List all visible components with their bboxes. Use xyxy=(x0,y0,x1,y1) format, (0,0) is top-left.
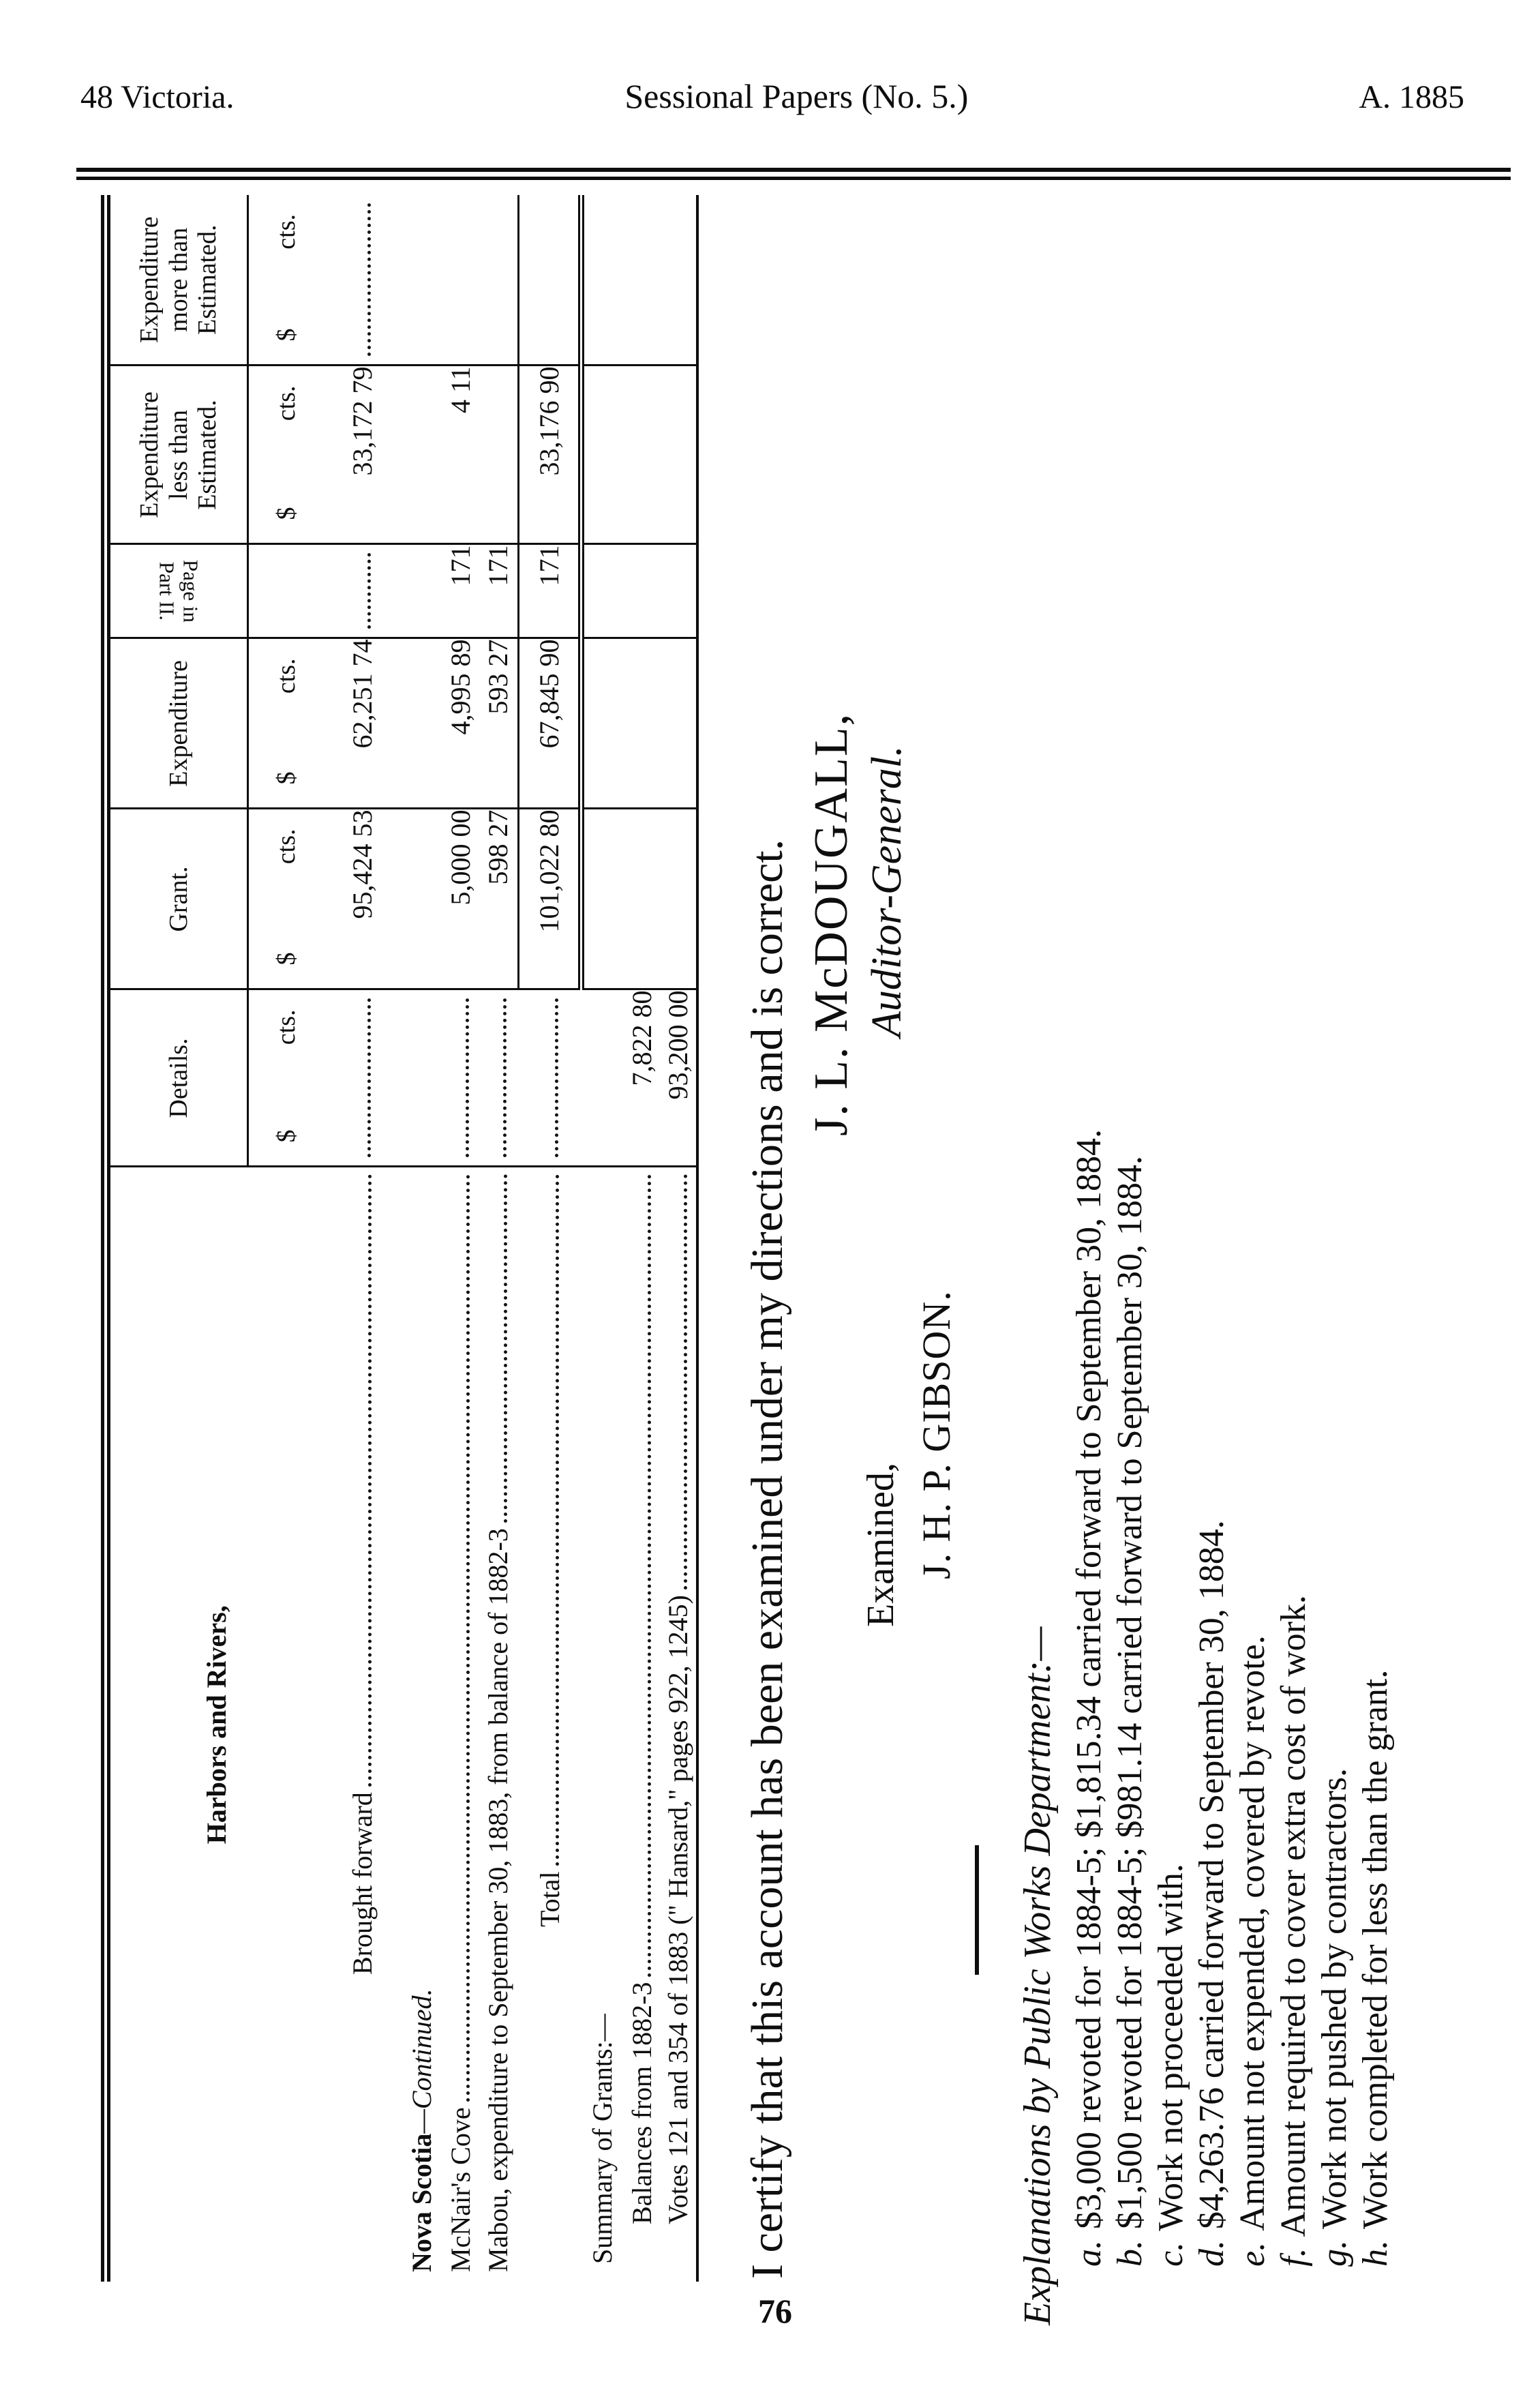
explanation-item: f.Amount required to cover extra cost of work. xyxy=(1274,1595,1313,2267)
table-row xyxy=(324,195,400,2282)
cell-page-total: 171 xyxy=(519,544,582,638)
signature-rule xyxy=(975,1845,979,1975)
table-row xyxy=(659,195,697,2282)
table-header-row xyxy=(106,195,248,2282)
masthead-title: Sessional Papers (No. 5.) xyxy=(624,77,969,115)
row-label: McNair's Cove xyxy=(442,1167,478,2282)
col-header-more: Expenditure more than Estimated. xyxy=(106,195,248,365)
col-header-page: Page in Part II. xyxy=(106,544,248,638)
row-label: Mabou, expenditure to September 30, 1883, from balance of 1882-3 xyxy=(478,1167,519,2282)
cell-less-total: 33,176 90 xyxy=(519,365,582,544)
cell-details xyxy=(519,989,582,1167)
masthead-volume: 48 Victoria. xyxy=(80,79,235,115)
row-label: Total xyxy=(519,1167,582,2282)
masthead-rule xyxy=(76,168,1511,180)
cell-page: 171 xyxy=(478,544,519,638)
explanations-heading: Explanations by Public Works Department:— xyxy=(1016,1626,1059,2325)
row-label: Nova Scotia —Continued. xyxy=(406,1988,437,2272)
accounts-table xyxy=(101,195,699,2282)
unit-page xyxy=(248,544,324,638)
masthead-year: A. 1885 xyxy=(1359,79,1464,115)
row-label: Votes 121 and 354 of 1883 (" Hansard," pages 922, 1245) xyxy=(659,1167,697,2282)
row-label: Summary of Grants:— xyxy=(587,2014,618,2264)
unit-grant: $ cts. xyxy=(248,809,324,989)
cell-expenditure-total: 67,845 90 xyxy=(519,638,582,809)
cell-less: 33,172 79 xyxy=(324,365,400,544)
cell-grant: 598 27 xyxy=(478,809,519,989)
cell-details xyxy=(324,989,400,1167)
unit-details: $ cts. xyxy=(248,989,324,1167)
cell-details xyxy=(478,989,519,1167)
cell-grant: 95,424 53 xyxy=(324,809,400,989)
cell-more xyxy=(324,195,400,365)
explanation-item: c.Work not proceeded with. xyxy=(1151,1864,1190,2267)
row-label: Balances from 1882-3 xyxy=(624,1167,659,2282)
table-row-total xyxy=(519,195,582,2282)
explanations-section xyxy=(1016,225,1396,2325)
cell-expenditure: 62,251 74 xyxy=(324,638,400,809)
col-header-stub: Harbors and Rivers, xyxy=(201,1605,232,1845)
col-header-less: Expenditure less than Estimated. xyxy=(106,365,248,544)
cell-expenditure: 593 27 xyxy=(478,638,519,809)
explanation-item: g.Work not pushed by contractors. xyxy=(1315,1768,1354,2267)
unit-expenditure: $ cts. xyxy=(248,638,324,809)
masthead xyxy=(80,76,1464,116)
cell-expenditure: 4,995 89 xyxy=(442,638,478,809)
table-row xyxy=(478,195,519,2282)
examined-label: Examined, xyxy=(860,1462,902,1627)
certification-statement: I certify that this account has been examined under my directions and is correct. xyxy=(742,839,792,2279)
cell-details: 93,200 00 xyxy=(659,989,697,1167)
row-label: Brought forward xyxy=(324,1167,400,2282)
unit-less: $ cts. xyxy=(248,365,324,544)
examiner-signature: J. H. P. GIBSON. xyxy=(914,1290,958,1579)
auditor-signature: J. L. McDOUGALL, xyxy=(805,712,858,1136)
cell-less: 4 11 xyxy=(442,365,478,544)
table-row xyxy=(582,195,624,2282)
table-row xyxy=(624,195,659,2282)
col-header-grant: Grant. xyxy=(106,809,248,989)
page-number: 76 xyxy=(758,2292,792,2330)
cell-grant: 5,000 00 xyxy=(442,809,478,989)
cell-details xyxy=(442,989,478,1167)
auditor-title: Auditor-General. xyxy=(864,745,910,1037)
unit-more: $ cts. xyxy=(248,195,324,365)
explanation-item: e.Amount not expended, covered by revote. xyxy=(1233,1635,1272,2267)
cell-grant-total: 101,022 80 xyxy=(519,809,582,989)
col-header-expenditure: Expenditure xyxy=(106,638,248,809)
cell-page: 171 xyxy=(442,544,478,638)
col-header-details: Details. xyxy=(106,989,248,1167)
explanation-item: a.$3,000 revoted for 1884-5; $1,815.34 carried forward to September 30, 1884. xyxy=(1070,1129,1108,2267)
cell-details: 7,822 80 xyxy=(624,989,659,1167)
table-row xyxy=(442,195,478,2282)
cell-page xyxy=(324,544,400,638)
table-row xyxy=(400,195,442,2282)
explanation-item: h.Work completed for less than the grant. xyxy=(1356,1669,1395,2267)
explanation-item: d.$4,263.76 carried forward to September 30, 1884. xyxy=(1192,1520,1231,2267)
rotated-sheet xyxy=(74,188,1471,2336)
explanation-item: b.$1,500 revoted for 1884-5; $981.14 carried forward to September 30, 1884. xyxy=(1111,1155,1149,2267)
